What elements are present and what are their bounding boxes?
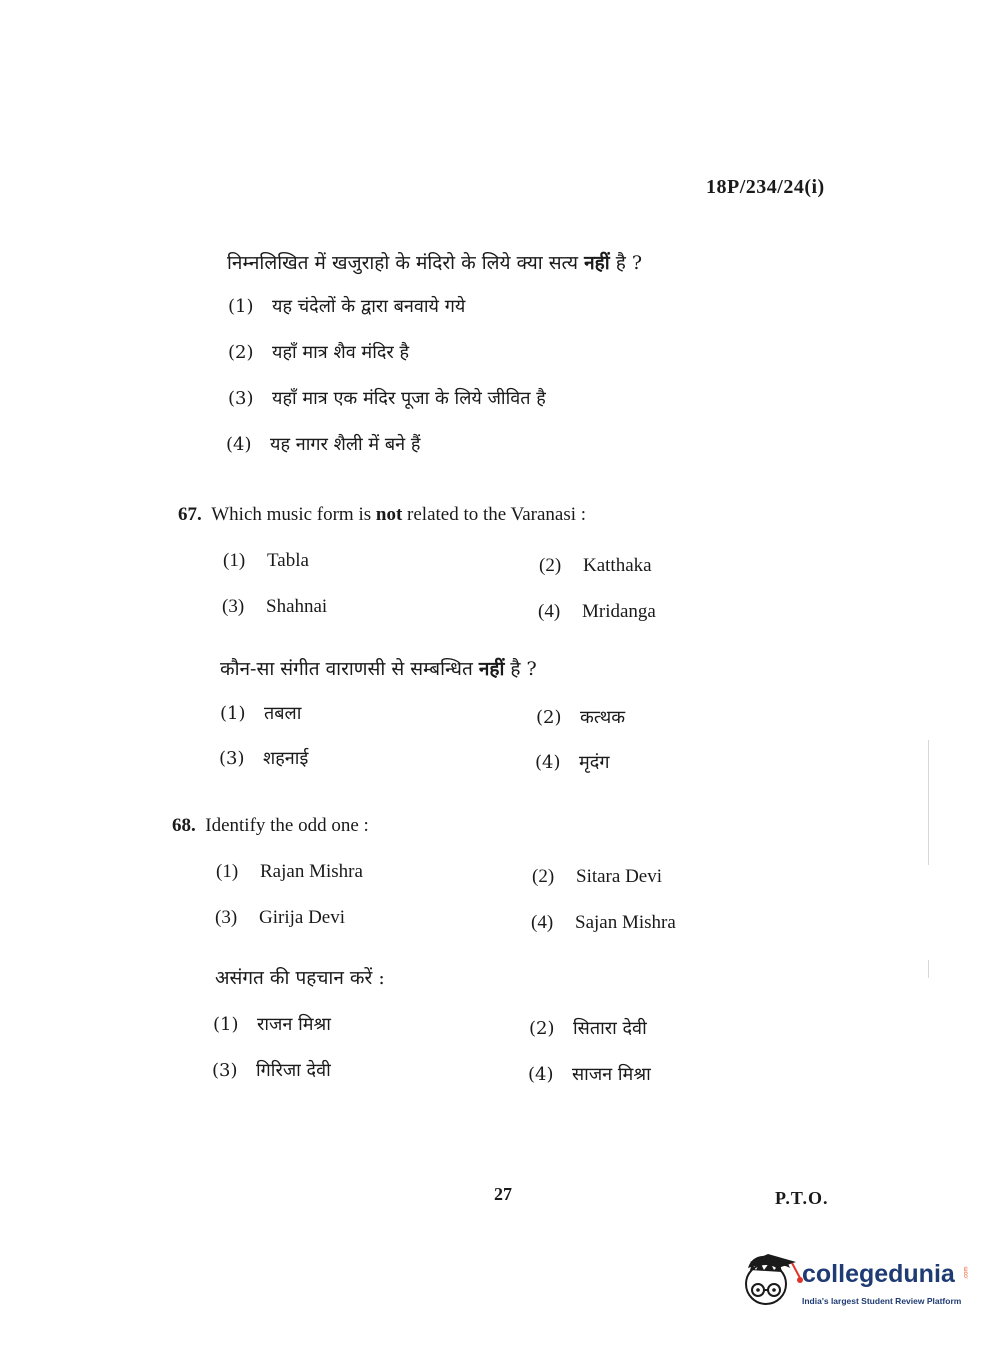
option-number: (2) — [529, 1018, 555, 1039]
q68-option-4 — [531, 912, 676, 934]
q67-question — [178, 504, 586, 526]
q68-option-3 — [215, 907, 345, 929]
option-number: (4) — [531, 912, 554, 933]
option-number: (4) — [535, 752, 561, 773]
option-number: (1) — [220, 703, 246, 724]
q66-hindi-question — [227, 249, 642, 275]
q67-option-2 — [539, 555, 652, 577]
q67-option-1 — [223, 550, 309, 572]
option-number: (4) — [538, 601, 561, 622]
option-number: (1) — [213, 1014, 239, 1035]
logo-tagline: India's largest Student Review Platform — [802, 1296, 962, 1306]
option-text: Mridanga — [582, 601, 656, 622]
option-number: (2) — [536, 707, 562, 728]
q67-option-3 — [222, 596, 327, 618]
option-text: कत्थक — [580, 707, 626, 728]
q67-hindi-option-2 — [536, 705, 625, 729]
mascot-icon — [742, 1250, 804, 1312]
q66-hindi-option-2 — [228, 340, 409, 364]
option-text: Shahnai — [266, 596, 328, 617]
option-text: सितारा देवी — [573, 1018, 647, 1039]
page-number: 27 — [494, 1184, 512, 1204]
option-number: (2) — [228, 342, 254, 363]
q67-option-4 — [538, 601, 656, 623]
q67-question-pre: Which music form is — [211, 504, 376, 525]
option-number: (3) — [219, 748, 245, 769]
option-number: (1) — [223, 550, 246, 571]
q67-hindi-option-3 — [219, 746, 308, 770]
q68-question-text: Identify the odd one : — [205, 815, 369, 836]
option-text: Sajan Mishra — [575, 912, 676, 933]
q67-hindi-question-bold: नहीं — [478, 658, 505, 680]
option-text: राजन मिश्रा — [257, 1014, 331, 1035]
option-number: (2) — [539, 555, 562, 576]
question-number: 68. — [172, 815, 196, 836]
q68-hindi-option-2 — [529, 1016, 647, 1040]
option-text: Tabla — [267, 550, 309, 571]
option-number: (3) — [228, 388, 254, 409]
option-text: यहाँ मात्र एक मंदिर पूजा के लिये जीवित है — [272, 388, 546, 409]
question-number: 67. — [178, 504, 202, 525]
q66-hindi-option-1 — [228, 294, 465, 318]
margin-line — [928, 960, 929, 978]
q67-hindi-question — [220, 655, 537, 681]
pto-label: P.T.O. — [775, 1188, 829, 1208]
margin-line — [928, 740, 929, 865]
q67-hindi-option-1 — [220, 701, 301, 725]
option-text: Sitara Devi — [576, 866, 663, 887]
option-number: (1) — [216, 861, 239, 882]
q68-hindi-option-3 — [212, 1058, 331, 1082]
q67-question-bold: not — [375, 504, 403, 525]
q68-option-1 — [216, 861, 363, 883]
q66-hindi-option-3 — [228, 386, 546, 410]
q68-hindi-question: असंगत की पहचान करें : — [215, 967, 385, 989]
option-number: (3) — [222, 596, 245, 617]
option-text: तबला — [264, 703, 302, 724]
q68-hindi-option-1 — [213, 1012, 331, 1036]
q67-hindi-option-4 — [535, 750, 609, 774]
option-text: शहनाई — [263, 748, 309, 769]
option-number: (3) — [212, 1060, 238, 1081]
q68-hindi-option-4 — [528, 1062, 651, 1086]
option-text: Rajan Mishra — [260, 861, 363, 882]
option-number: (1) — [228, 296, 254, 317]
option-text: यह नागर शैली में बने हैं — [270, 434, 421, 455]
option-text: मृदंग — [579, 752, 610, 773]
q67-hindi-question-pre: कौन-सा संगीत वाराणसी से सम्बन्धित — [220, 658, 479, 680]
q68-question — [172, 815, 369, 837]
q67-question-post: related to the Varanasi : — [402, 504, 587, 525]
option-text: Girija Devi — [259, 907, 346, 928]
q66-hindi-question-pre: निम्नलिखित में खजुराहो के मंदिरो के लिये क्या सत्य — [227, 252, 585, 274]
q66-hindi-option-4 — [226, 432, 420, 456]
option-number: (4) — [226, 434, 252, 455]
q68-option-2 — [532, 866, 662, 888]
q66-hindi-question-bold: नहीं — [584, 252, 610, 274]
option-text: Katthaka — [583, 555, 652, 576]
option-text: साजन मिश्रा — [572, 1064, 651, 1085]
option-number: (3) — [215, 907, 238, 928]
logo-suffix: .com — [963, 1266, 970, 1280]
collegedunia-logo — [742, 1250, 972, 1320]
option-number: (4) — [528, 1064, 554, 1085]
option-text: गिरिजा देवी — [256, 1060, 331, 1081]
option-number: (2) — [532, 866, 555, 887]
paper-code: 18P/234/24(i) — [706, 176, 825, 198]
q66-hindi-question-post: है ? — [609, 252, 643, 274]
option-text: यह चंदेलों के द्वारा बनवाये गये — [272, 296, 466, 317]
logo-wordmark: collegedunia — [802, 1260, 955, 1288]
option-text: यहाँ मात्र शैव मंदिर है — [272, 342, 410, 363]
q67-hindi-question-post: है ? — [504, 658, 537, 680]
